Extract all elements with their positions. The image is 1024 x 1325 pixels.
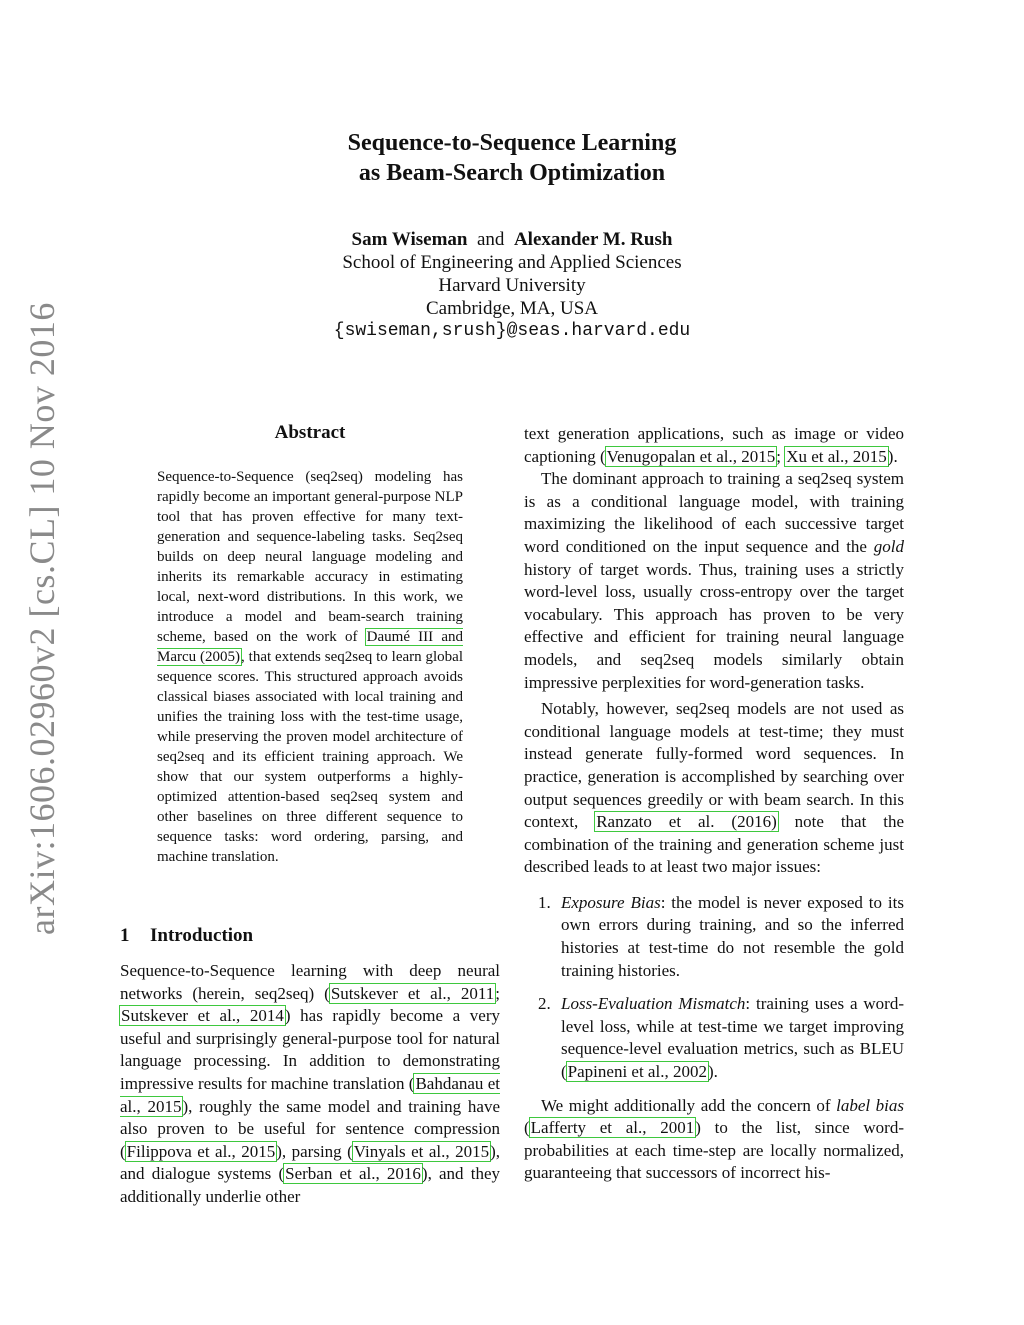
location: Cambridge, MA, USA [425,298,599,319]
body-text: text generation applications, such as image or video captioning ( [524,424,904,466]
abstract-text-2: , that extends seq2seq to learn global sequence scores. This structured approach avoids classical biases associated with local training and unifies the training loss with the test-time usage, while preserving the proven model architecture of seq2seq and its efficient training approach. We show that our system outperforms a highly-optimized attention-based seq2seq system and other baselines on three different sequence to sequence tasks: word ordering, parsing, and machine translation. [157,649,463,865]
body-text: The dominant approach to training a seq2seq system is as a conditional language model, with training maximizing the likelihood of each successive target word conditioned on the input sequence and the [524,469,904,556]
issues-list [524,892,904,1084]
citation-link[interactable]: Filippova et al., 2015 [126,1141,276,1161]
intro-left-column [120,960,500,1209]
body-text: ), parsing ( [276,1141,353,1161]
paragraph [524,423,904,468]
section-heading-introduction [120,924,500,948]
author-2: Alexander M. Rush [513,229,673,250]
citation-link[interactable]: Daumé III and Marcu (2005) [157,629,463,665]
body-text: ), roughly the same model and training have also proven to be useful for sentence compression ( [120,1096,500,1161]
body-text: history of target words. Thus, training uses a strictly word-level loss, usually cross-entropy over the target vocabulary. This approach has proven to be very effective and efficient for training neural language models, and seq2seq models similarly obtain impressive perplexities for word-generation tasks. [524,559,904,692]
abstract-text-1: Sequence-to-Sequence (seq2seq) modeling has rapidly become an important general-purpose NLP tool that has proven effective for many text-generation and sequence-labeling tasks. Seq2seq builds on deep neural language modeling and inherits its remarkable accuracy in estimating local, next-word distributions. In this work, we introduce a model and beam-search training scheme, based on the work of [157,469,463,645]
section-number: 1 [120,925,130,946]
affiliation: School of Engineering and Applied Sciences [342,252,682,273]
citation-link[interactable]: Venugopalan et al., 2015 [606,446,776,466]
title-line-1: Sequence-to-Sequence Learning [347,130,677,156]
body-text: ; [495,983,501,1003]
body-text: : training uses a word-level loss, while at test-time we target improving sequence-level evaluation metrics, such as BLEU ( [561,994,904,1082]
body-text: note that the combination of the training and generation scheme just described leads to at least two major issues: [524,812,905,877]
citation-link[interactable]: Papineni et al., 2002 [567,1062,707,1082]
body-text: ; [776,446,786,466]
author-email: {swiseman,srush}@seas.harvard.edu [333,321,691,341]
title-line-2: as Beam-Search Optimization [358,160,666,186]
author-conjunction: and [477,229,505,250]
section-title: Introduction [150,925,254,946]
list-item [524,892,904,982]
author-block [212,228,812,343]
citation-link[interactable]: Serban et al., 2016 [285,1164,421,1184]
citation-link[interactable]: Xu et al., 2015 [786,446,887,466]
citation-link[interactable]: Sutskever et al., 2014 [121,1006,284,1026]
paragraph [524,1095,904,1185]
citation-link[interactable]: Ranzato et al. (2016) [596,812,777,832]
emphasis-text: gold [873,536,904,556]
author-names [212,228,812,251]
university: Harvard University [438,275,586,296]
citation-link[interactable]: Sutskever et al., 2011 [330,983,495,1003]
body-text: Sequence-to-Sequence learning with deep neural networks (herein, seq2seq) ( [120,961,500,1003]
abstract-heading: Abstract [274,422,346,443]
paragraph [524,698,904,879]
list-marker: 1. [538,892,551,912]
list-marker: 2. [538,994,551,1014]
body-text: ) to the list, since word-probabilities at each time-step are locally normalized, guaranteeing that successors of incorrect his- [524,1118,904,1183]
body-text: Notably, however, seq2seq models are not used as conditional language models at test-time; they must instead generate fully-formed word sequences. In practice, generation is accomplished by searching over output sequences greedily or with beam search. In this context, [524,699,904,832]
emphasis-text: label bias [836,1095,904,1115]
body-text: ), and dialogue systems ( [120,1141,500,1184]
citation-link[interactable]: Bahdanau et al., 2015 [120,1073,500,1116]
author-1: Sam Wiseman [351,229,468,250]
body-text: ), and they additionally underlie other [120,1164,500,1206]
list-item [524,993,904,1083]
body-text: ) has rapidly become a very useful and surprisingly general-purpose tool for natural language processing. In addition to demonstrating impressive results for machine translation ( [120,1006,500,1093]
citation-link[interactable]: Vinyals et al., 2015 [353,1141,490,1161]
body-text: ). [707,1062,718,1082]
body-text: ). [887,446,898,466]
paper-title [212,128,812,188]
body-text: We might additionally add the concern of [541,1095,837,1115]
arxiv-identifier: arXiv:1606.02960v2 [cs.CL] 10 Nov 2016 [22,302,62,935]
intro-right-column [524,423,904,1185]
term-exposure-bias: Exposure Bias [561,892,661,912]
paragraph [524,468,904,694]
body-text: ( [524,1118,530,1138]
term-loss-evaluation-mismatch: Loss-Evaluation Mismatch [561,994,746,1014]
abstract-body [157,467,463,867]
citation-link[interactable]: Lafferty et al., 2001 [530,1118,695,1138]
body-text: : the model is never exposed to its own errors during training, and so the inferred histories at test-time do not resemble the gold training histories. [561,892,904,980]
